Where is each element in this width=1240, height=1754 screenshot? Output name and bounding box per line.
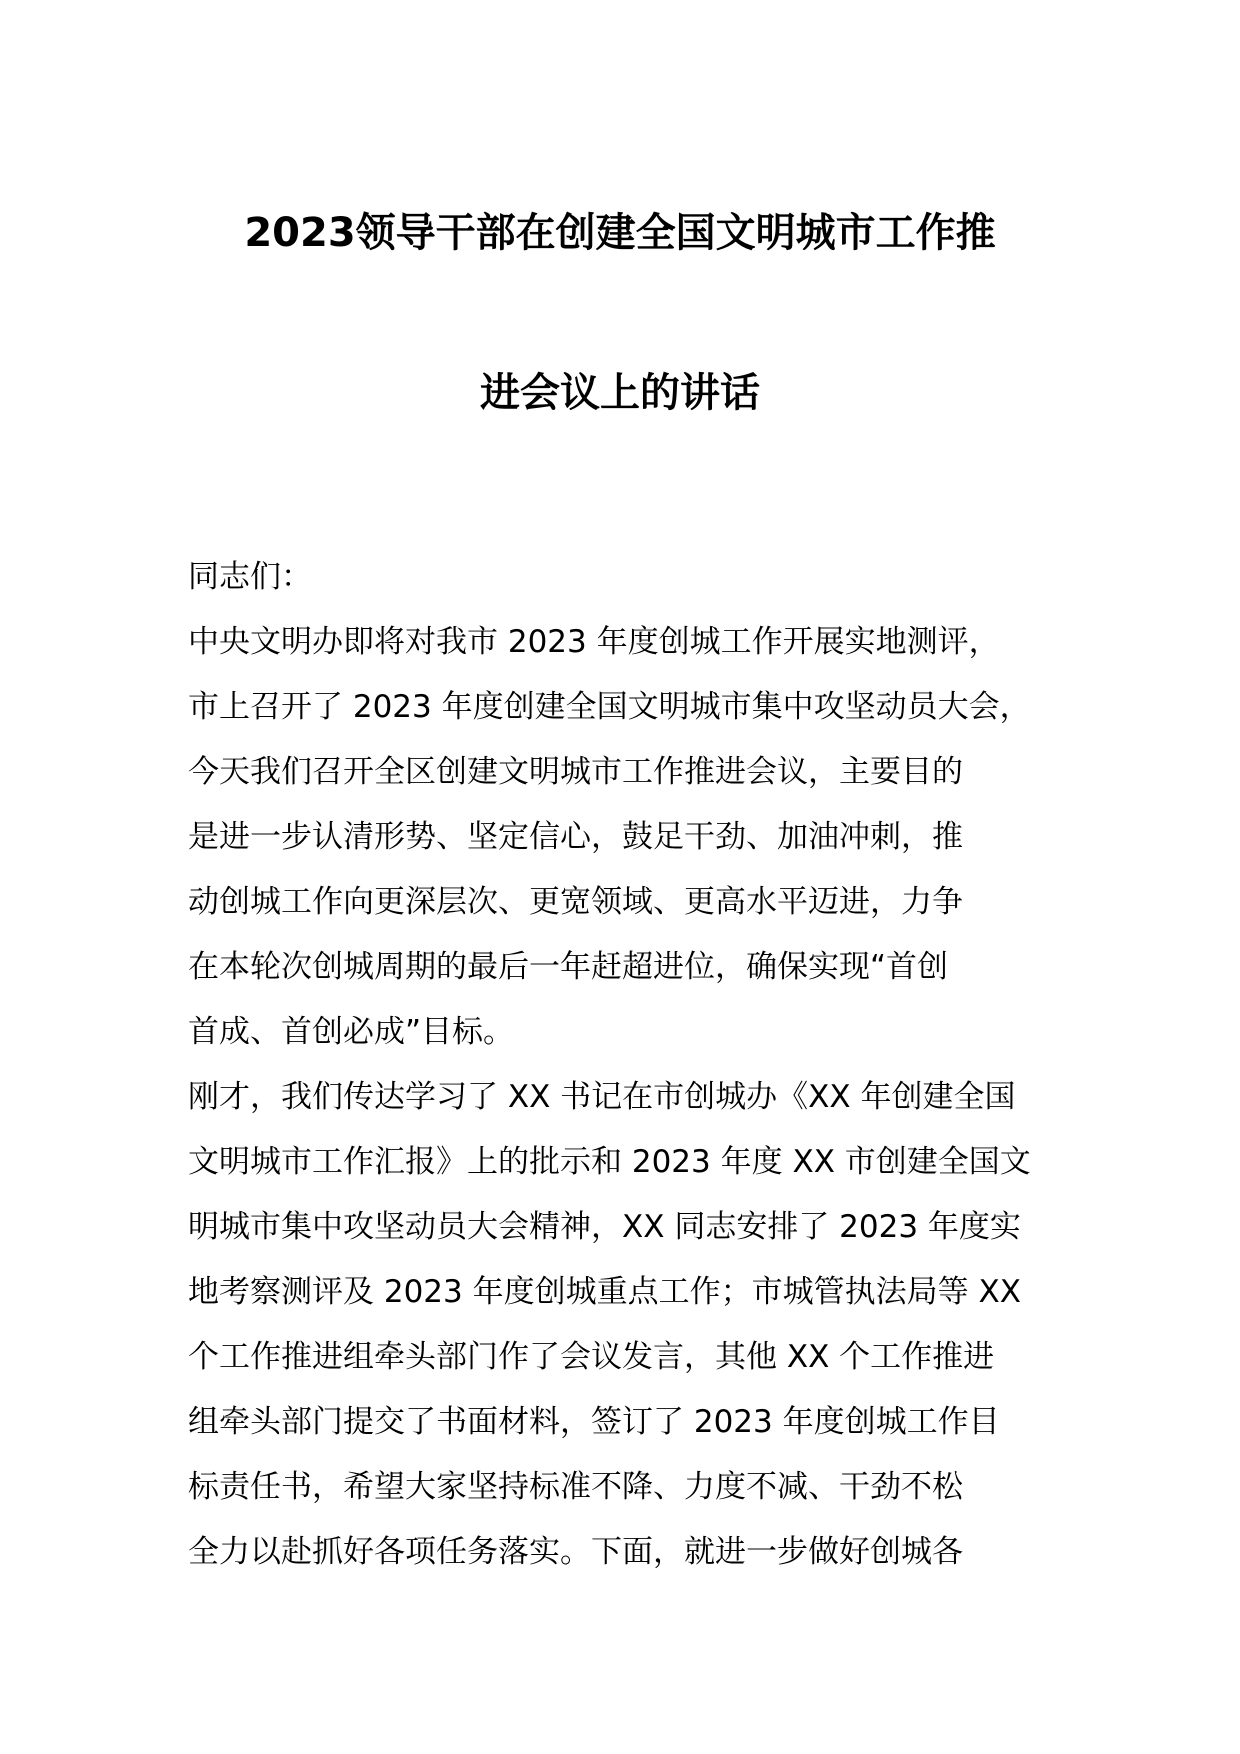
body-text-line: 标责任书，希望大家坚持标准不降、力度不减、干劲不松 — [188, 1469, 963, 1505]
body-text-line: 市上召开了 2023 年度创建全国文明城市集中攻坚动员大会， — [188, 689, 1031, 725]
body-text-line: 组牵头部门提交了书面材料，签订了 2023 年度创城工作目 — [188, 1404, 1000, 1440]
salutation: 同志们： — [188, 559, 312, 595]
body-text-line: 刚才，我们传达学习了 XX 书记在市创城办《XX 年创建全国 — [188, 1079, 1016, 1115]
body-text-line: 在本轮次创城周期的最后一年赶超进位，确保实现“首创 — [188, 949, 949, 985]
body-text-line: 全力以赴抓好各项任务落实。下面，就进一步做好创城各 — [188, 1534, 963, 1570]
body-text-line: 明城市集中攻坚动员大会精神，XX 同志安排了 2023 年度实 — [188, 1209, 1021, 1245]
document-title-line-2: 进会议上的讲话 — [480, 370, 760, 416]
body-text-line: 中央文明办即将对我市 2023 年度创城工作开展实地测评， — [188, 624, 1000, 660]
body-text-line: 是进一步认清形势、坚定信心，鼓足干劲、加油冲刺，推 — [188, 819, 963, 855]
body-text-line: 动创城工作向更深层次、更宽领域、更高水平迈进，力争 — [188, 884, 963, 920]
body-text-line: 今天我们召开全区创建文明城市工作推进会议，主要目的 — [188, 754, 963, 790]
body-text-line: 个工作推进组牵头部门作了会议发言，其他 XX 个工作推进 — [188, 1339, 995, 1375]
document-body — [188, 545, 1078, 1585]
body-text-line: 首成、首创必成”目标。 — [188, 1014, 515, 1050]
document-title-line-1: 2023领导干部在创建全国文明城市工作推 — [244, 210, 996, 256]
body-text-line: 文明城市工作汇报》上的批示和 2023 年度 XX 市创建全国文 — [188, 1144, 1031, 1180]
body-text-line: 地考察测评及 2023 年度创城重点工作；市城管执法局等 XX — [188, 1274, 1021, 1310]
